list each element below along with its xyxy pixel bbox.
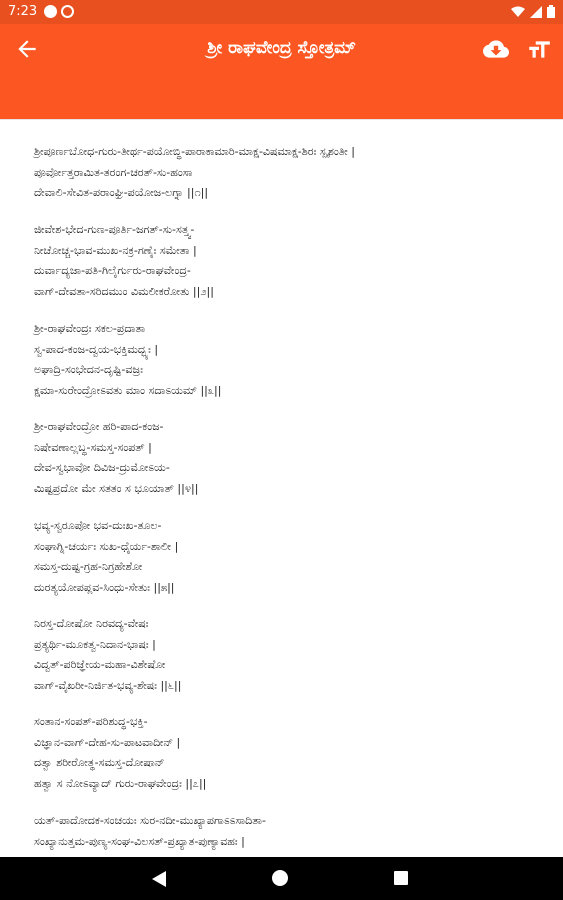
notification-icons (44, 5, 74, 18)
nav-recent-apps-icon[interactable] (394, 871, 408, 885)
verse-line: ನಿರಸ್ತ-ದೋಷೋ ನಿರವದ್ಯ-ವೇಷಃ (34, 617, 149, 630)
verse-line: ಹತ್ವಾ ಸ ನೋಽವ್ಯಾದ್ ಗುರು-ರಾಘವೇಂದ್ರಃ ||೭|| (34, 776, 207, 790)
nav-back-icon[interactable] (152, 871, 166, 887)
verse-6 (34, 614, 543, 696)
status-time: 7:23 (8, 4, 38, 19)
verse-line: ದೇವ-ಸ್ವಭಾವೋ ದಿವಿಜ-ದ್ರುಮೋಽಯ- (34, 461, 170, 474)
nav-home-icon[interactable] (272, 870, 288, 886)
back-arrow-icon[interactable] (14, 36, 40, 62)
verse-line: ಪೂರ್ವೋತ್ತರಾಮಿತ-ತರಂಗ-ಚರತ್-ಸು-ಹಂಸಾ (34, 165, 193, 179)
page-title: ಶ್ರೀ ರಾಘವೇಂದ್ರ ಸ್ತೋತ್ರಮ್ (207, 38, 356, 58)
system-icons (511, 5, 555, 18)
verse-4 (34, 417, 543, 499)
verse-7 (34, 712, 543, 794)
verse-line: ದತ್ವಾ ಶರೀರೋತ್ಥ-ಸಮಸ್ತ-ದೋಷಾನ್ (34, 756, 165, 769)
verse-line: ವಿದ್ವತ್-ಪರಿಜ್ಞೇಯ-ಮಹಾ-ವಿಶೇಷೋ (34, 658, 166, 671)
verse-line: ವಾಗ್-ದೇವತಾ-ಸರಿದಮುಂ ವಿಮಲೀಕರೋತು ||೨|| (34, 284, 214, 298)
status-bar (0, 0, 563, 24)
signal-icon (530, 6, 542, 18)
wifi-icon (511, 6, 525, 18)
g-icon (44, 5, 57, 18)
verse-line: ದುರತ್ಯಯೋಪಪ್ಲವ-ಸಿಂಧು-ಸೇತುಃ ||೫|| (34, 580, 175, 594)
verse-line: ದುರ್ವಾದ್ಯಜಾ-ಪತಿ-ಗಿಲೈರ್ಗುರು-ರಾಘವೇಂದ್ರ- (34, 264, 191, 277)
verse-line: ಪ್ರತ್ಯರ್ಥಿ-ಮೂಕತ್ವ-ನಿದಾನ-ಭಾಷಃ | (34, 637, 156, 651)
verse-line: ಸಂಖ್ಯಾನುತ್ತಮ-ಪುಣ್ಯ-ಸಂಘ-ವಿಲಸತ್-ಪ್ರಖ್ಯಾತ-ಪುಣ್ಯಾವಹಃ | (34, 834, 245, 848)
verse-line: ಸಂಘಾಗ್ನಿ-ಚರ್ಯಃ ಸುಖ-ಧೈರ್ಯ-ಶಾಲೀ | (34, 539, 179, 553)
verse-line: ವಿಜ್ಞಾನ-ವಾಗ್-ದೇಹ-ಸು-ಪಾಟವಾದೀನ್ | (34, 735, 181, 749)
verse-2 (34, 220, 543, 302)
verse-line: ಅಘಾದ್ರಿ-ಸಂಭೇದನ-ದೃಷ್ಟಿ-ವಜ್ರಃ (34, 363, 143, 376)
verse-line: ಕ್ಷಮಾ-ಸುರೇಂದ್ರೋಽವತು ಮಾಂ ಸದಾಽಯಮ್ ||೩|| (34, 383, 222, 397)
verse-line: ಭವ್ಯ-ಸ್ವರೂಪೋ ಭವ-ದುಃಖ-ತೂಲ- (34, 519, 162, 532)
verse-1 (34, 142, 543, 204)
cloud-download-icon[interactable] (482, 36, 510, 62)
verse-line: ಯತ್-ಪಾದೋದಕ-ಸಂಚಯಃ ಸುರ-ನದೀ-ಮುಖ್ಯಾಪಗಾಽಽಸಾದಿತಾ- (34, 814, 266, 827)
verse-3 (34, 319, 543, 401)
verse-line: ಸ್ವ-ಪಾದ-ಕಂಜ-ದ್ವಯ-ಭಕ್ತಿಮದ್ಭ್ಯಃ | (34, 342, 159, 356)
verse-line: ಸಮಸ್ತ-ದುಷ್ಟ-ಗ್ರಹ-ನಿಗ್ರಹೇಶೋ (34, 560, 143, 573)
app-bar (0, 24, 563, 119)
circle-icon (61, 5, 74, 18)
navigation-bar (0, 857, 563, 900)
battery-icon (547, 5, 555, 18)
verse-8 (34, 811, 543, 852)
verse-5 (34, 516, 543, 598)
verse-line: ನೀಚೋಚ್ಚ-ಭಾವ-ಮುಖ-ನಕ್ರ-ಗಣೈಃ ಸಮೇತಾ | (34, 243, 197, 257)
verse-line: ಶ್ರೀ-ರಾಘವೇಂದ್ರೋ ಹರಿ-ಪಾದ-ಕಂಜ- (34, 420, 164, 433)
verse-line: ನಿಷೇವಣಾಲ್ಲಬ್ಧ-ಸಮಸ್ತ-ಸಂಪತ್ | (34, 440, 152, 454)
verse-line: ಸಂತಾನ-ಸಂಪತ್-ಪರಿಶುದ್ಧ-ಭಕ್ತಿ- (34, 715, 148, 728)
stotra-content[interactable] (0, 119, 563, 858)
verse-line: ಜೀವೇಶ-ಭೇದ-ಗುಣ-ಪೂರ್ತಿ-ಜಗತ್-ಸು-ಸತ್ತ್ವ- (34, 223, 195, 236)
verse-line: ವಾಗ್-ವೈಖರೀ-ನಿರ್ಜಿತ-ಭವ್ಯ-ಶೇಷಃ ||೬|| (34, 678, 182, 692)
verse-line: ಮಿಷ್ಟಪ್ರದೋ ಮೇ ಸತತಂ ಸ ಭೂಯಾತ್ ||೪|| (34, 481, 199, 495)
text-size-icon[interactable] (526, 37, 552, 63)
verse-line: ಶ್ರೀಪೂರ್ಣಬೋಧ-ಗುರು-ತೀರ್ಥ-ಪಯೋಬ್ಧಿ-ಪಾರಾಕಾಮಾರಿ-ಮಾಕ್ಷ-ವಿಷಮಾಕ್ಷ-ಶಿರಃ ಸ್ಪೃಶಂತೀ | (34, 145, 355, 158)
verse-line: ಶ್ರೀ-ರಾಘವೇಂದ್ರಃ ಸಕಲ-ಪ್ರದಾತಾ (34, 322, 146, 335)
verse-line: ದೇವಾಲಿ-ಸೇವಿತ-ಪರಾಂಘ್ರಿ-ಪಯೋಜ-ಲಗ್ನಾ ||೧|| (34, 186, 209, 199)
